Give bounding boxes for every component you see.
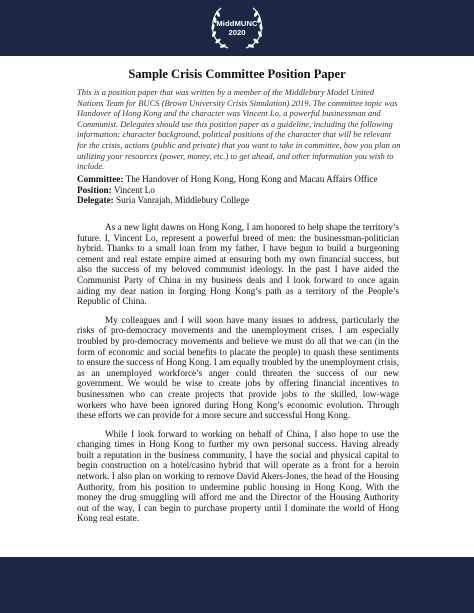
- position-line: [77, 185, 407, 196]
- committee-label: Committee:: [77, 174, 124, 184]
- position-value: Vincent Lo: [113, 184, 155, 195]
- body-paragraph-1: As a new light dawns on Hong Kong, I am honored to help shape the territory’s future. I, Vincent Lo, represent a powerful breed of men: the businessman-politician hybrid. Thanks to a small loan from my father, I have begun to build a burgeoning cement and real estate empire aimed at ensuring both my own financial success, but also the success of my beloved communist ideology. In the past I have aided the Communist Party of China in my business deals and I look forward to once again aiding my dear nation in forging Hong Kong’s path as a territory of the People’s Republic of China.: [77, 222, 399, 307]
- middmunc-logo: [208, 4, 266, 52]
- position-paper-body: [77, 222, 399, 532]
- logo-year: 2020: [228, 28, 246, 37]
- header-bar: [0, 0, 474, 56]
- body-paragraph-3: While I look forward to working on behalf of China, I also hope to use the changing times in Hong Kong to further my own personal success. Having already built a reputation in the business community, I have the social and physical capital to begin construction on a hotel/casino hybrid that will operate as a front for a heroin network. I also plan on working to remove David Akers-Jones, the head of the Housing Authority, from his position to undermine public housing in Hong Kong. With the money the drug smuggling will afford me and the Director of the Housing Authority out of the way, I can begin to purchase property until I dominate the world of Hong Kong real estate.: [77, 428, 399, 524]
- committee-value: The Handover of Hong Kong, Hong Kong and Macau Affairs Office: [125, 174, 378, 184]
- delegate-line: [77, 195, 407, 206]
- committee-line: [77, 174, 407, 185]
- page-title: Sample Crisis Committee Position Paper: [128, 67, 346, 81]
- paper-details: [77, 174, 407, 206]
- footer-bar: [0, 557, 474, 613]
- logo-text: MiddMUNC: [216, 19, 258, 28]
- delegate-label: Delegate:: [77, 195, 114, 206]
- position-label: Position:: [77, 184, 112, 195]
- intro-paragraph: This is a position paper that was written by a member of the Middlebury Model United Nations Team for BUCS (Brown University Crisis Simulation) 2019. The committee topic was Handover of Hong Kong and the character was Vincent Lo, a powerful businessman and Communist. Delegates should use this position paper as a guideline, including the following information: character background, political positions of the character that will be relevant for the crisis, actions (public and private) that you want to take in committee, how you plan on utilizing your resources (power, money, etc.) to get ahead, and other information you wish to include.: [77, 87, 401, 172]
- body-paragraph-2: My colleagues and I will soon have many issues to address, particularly the risks of pro-democracy movements and the unemployment crises. I am especially troubled by pro-democracy movements and believe we must do all that we can (in the form of economic and social benefits to placate the people) to quash these sentiments to ensure the success of Hong Kong. I am equally troubled by the unemployment crisis, as an unemployed workforce’s anger could threaten the success of our new government. We would be wise to create jobs by offering financial incentives to businessmen who can create projects that provide jobs to the skilled, low-wage workers who have been ignored during Hong Kong’s economic evolution. Through these efforts we can provide for a more secure and successful Hong Kong.: [77, 314, 400, 421]
- delegate-value: Suria Vanrajah, Middlebury College: [116, 195, 250, 206]
